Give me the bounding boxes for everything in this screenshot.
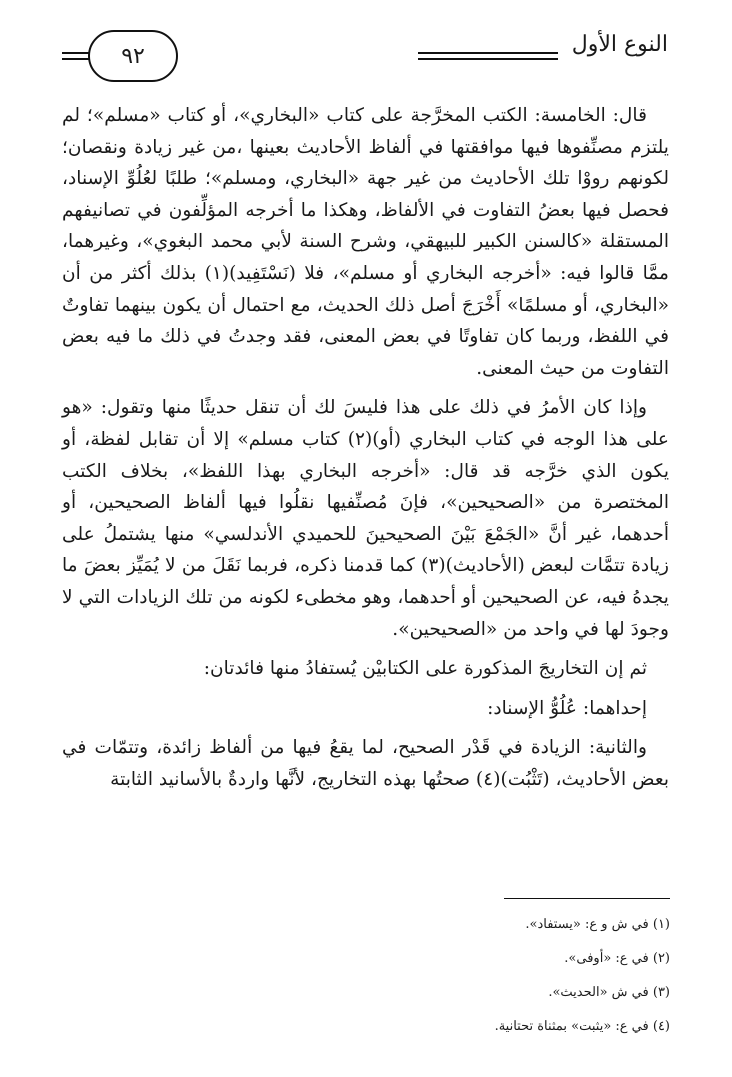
footnotes bbox=[63, 908, 670, 1044]
paragraph: ثم إن التخاريجَ المذكورة على الكتابيْن يُستفادُ منها فائدتان: bbox=[203, 658, 647, 680]
footnote-separator bbox=[504, 898, 670, 899]
page-header bbox=[62, 22, 668, 92]
header-rule bbox=[62, 52, 90, 54]
main-text bbox=[62, 100, 669, 803]
page-number-badge bbox=[88, 30, 178, 82]
paragraph: وإذا كان الأمرُ في ذلك على هذا فليسَ لك أن تنقل حديثًا منها وتقول: «هو على هذا الوجه في كتاب البخاري (أو)(٢) كتاب مسلم» إلا أن تقابل لفظة، أو يكون الذي خرَّجه قد قال: «أخرجه البخاري بهذا اللفظ»، بخلاف الكتب المختصرة من «الصحيحين»، فإنَ مُصنِّفيها نقلُوا فيها ألفاظ الصحيحين، أو أحدهما، غير أنَّ «الجَمْعَ بَيْنَ الصحيحينَ للحميدي الأندلسي» منها يشتملُ على زيادة تتمَّات لبعض (الأحاديث)(٣) كما قدمنا ذكره، فربما نَقَلَ من لا يُمَيِّز بعضَ ما يجدهُ فيه، عن الصحيحين أو أحدهما، وهو مخطىء لكونه من تلك الزيادات التي لا وجودَ لها في واحد من «الصحيحين». bbox=[62, 397, 669, 640]
page-number: ٩٢ bbox=[121, 43, 145, 69]
paragraph: إحداهما: عُلُوُّ الإسناد: bbox=[487, 697, 647, 719]
header-rule bbox=[62, 58, 90, 60]
footnote: (١) في ش و ع: «يستفاد». bbox=[525, 917, 670, 932]
footnote: (٣) في ش «الحديث». bbox=[548, 985, 670, 1000]
header-rule bbox=[418, 52, 558, 54]
footnote: (٤) في ع: «يثبت» بمثناة تحتانية. bbox=[494, 1019, 670, 1034]
running-title: النوع الأول bbox=[571, 32, 668, 57]
paragraph: والثانية: الزيادة في قَدْر الصحيح، لما يقعُ فيها من ألفاظ زائدة، وتتمّات في بعض الأحاديث، (تَثْبُت)(٤) صحتُها بهذه التخاريج، لأنَّها واردةٌ بالأسانيد الثابتة bbox=[62, 737, 669, 790]
paragraph: قال: الخامسة: الكتب المخرَّجة على كتاب «البخاري»، أو كتاب «مسلم»؛ لم يلتزم مصنِّفوها فيها موافقتها في ألفاظ الأحاديث بعينها ،من غير زيادة ونقصان؛ لكونهم رووْا تلك الأحاديث من غير جهة «البخاري، ومسلم»؛ طلبًا لعُلُوِّ الإسناد، فحصل فيها بعضُ التفاوت في الألفاظ، وهكذا ما أخرجه المؤلِّفون في تصانيفهم المستقلة «كالسنن الكبير للبيهقي، وشرح السنة لأبي محمد البغوي»، وغيرهما، ممَّا قالوا فيه: «أخرجه البخاري أو مسلم»، فلا (نَسْتَفِيد)(١) بذلك أكثر من أن «البخاري، أو مسلمًا» أَخْرَجَ أصل ذلك الحديث، مع احتمال أن يكون بينهما تفاوتٌ في اللفظ، وربما كان تفاوتًا في بعض المعنى، فقد وجدتُ في ذلك ما فيه بعض التفاوت من حيث المعنى. bbox=[62, 105, 669, 379]
header-rule bbox=[418, 58, 558, 60]
footnote: (٢) في ع: «أوفى». bbox=[564, 951, 670, 966]
